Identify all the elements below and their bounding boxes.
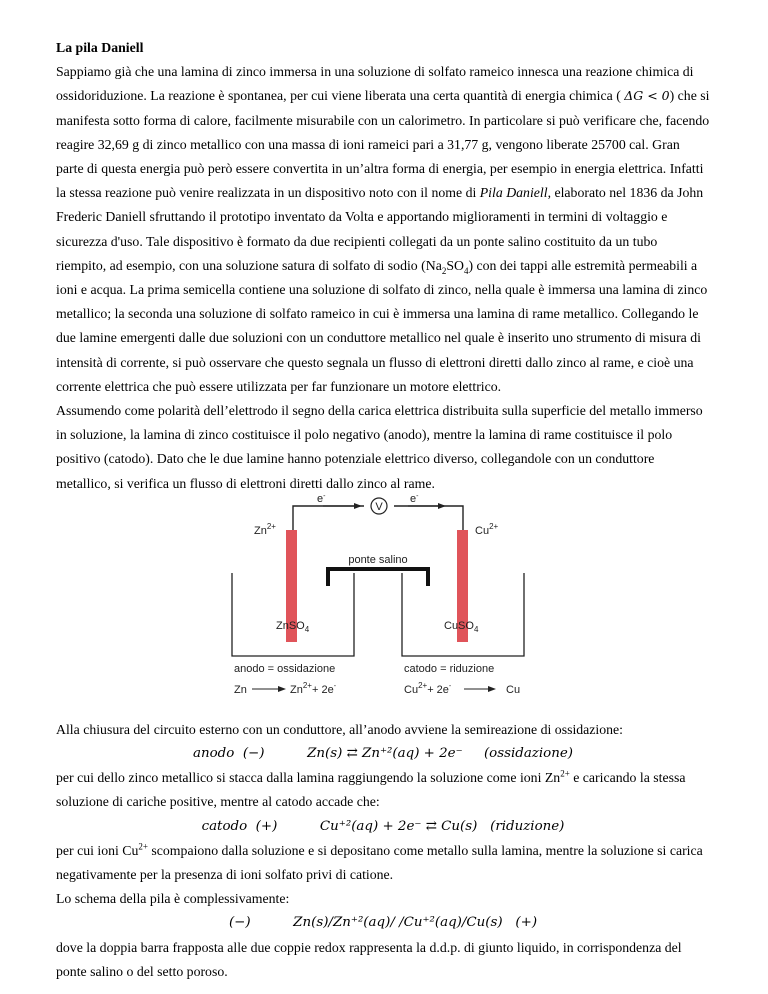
electron-label-right: e- [410, 492, 419, 505]
voltmeter-icon [371, 498, 387, 514]
paragraph-polarity: Assumendo come polarità dell’elettrodo il segno della carica elettrica distribuita sulla superficie del metallo immerso in soluzione, la lamina di zinco costituisce il polo negativo (anodo), mentre la lamina di rame costituisce il polo positivo (catodo). Dato che le due lamine hanno potenziale elettrico diverso, collegandole con un conduttore metallico, si verifica un flusso di elettroni diretti dallo zinco al rame. [56, 403, 703, 491]
equation-cell-scheme: (−) Zn(s)/Zn⁺²(aq)/ /Cu⁺²(aq)/Cu(s) (+) [228, 915, 538, 931]
cu-ion-label: $Cu^{2+}$ [475, 521, 499, 537]
anode-reaction-rhs: $Zn^{2+}+ 2e^-$ [290, 680, 337, 696]
salt-bridge [328, 569, 428, 586]
salt-bridge-label: ponte salino [348, 553, 408, 566]
daniell-cell-diagram [228, 492, 528, 710]
paragraph-cathode-explanation: per cui ioni $Cu^{2+}$ scompaiono dalla soluzione e si depositano come metallo sulla lamina, mentre la soluzione si carica negativamente per la presenza di ioni solfato privi di catione. [56, 841, 703, 883]
svg-text:V: V [375, 500, 383, 513]
paragraph-anode-explanation: per cui dello zinco metallico si stacca dalla lamina raggiungendo la soluzione come ioni $Zn^{2+}$ e caricando la stessa soluzione di cariche positive, mentre al catodo accade che: [56, 768, 686, 810]
paragraph-anode-intro: Alla chiusura del circuito esterno con un conduttore, all’anodo avviene la semireazione di ossidazione: [56, 721, 624, 737]
reaction-arrow-icon [252, 686, 286, 692]
electron-label-left: e- [317, 492, 326, 505]
paragraph-scheme-intro: Lo schema della pila è complessivamente: [56, 891, 290, 907]
pila-daniell-term: Pila Daniell [479, 185, 548, 201]
cathode-reaction-lhs: $Cu^{2+}+ 2e^-$ [404, 680, 452, 696]
electron-arrow-left [323, 503, 362, 509]
znso4-label: ZnSO$_4$ [276, 619, 310, 634]
equation-cathode: catodo (+) Cu⁺²(aq) + 2e⁻ ⇄ Cu(s) (riduzione) [201, 818, 565, 834]
anode-reaction-lhs: Zn [234, 683, 247, 696]
equation-anode: anodo (−) Zn(s) ⇄ Zn⁺²(aq) + 2e⁻ (ossidazione) [193, 746, 573, 762]
zn-ion-label: $Zn^{2+}$ [254, 521, 276, 537]
cuso4-label: CuSO$_4$ [444, 619, 479, 634]
cathode-caption: catodo = riduzione [404, 662, 495, 675]
cathode-reaction-rhs: Cu [506, 683, 521, 696]
paragraph-intro: Sappiamo già che una lamina di zinco immersa in una soluzione di solfato rameico innesca una reazione chimica di ossidoriduzione. La reazione è spontanea, per cui viene liberata una certa quantità di energia chimica ( ΔG < 0) che si manifesta sotto forma di calore, facilmente misurabile con un calorimetro. In particolare si può verificare che, facendo reagire 32,69 g di zinco metallico con una massa di ioni rameici pari a 31,77 g, vengono liberate 25700 cal. Gran parte di questa energia può però essere convertita in un’altra forma di energia, per esempio in energia elettrica. Infatti la stessa reazione può venire realizzata in un dispositivo noto con il nome di Pila Daniell, elaborato nel 1836 da John Frederic Daniell sfruttando il prototipo inventato da Volta e apportando miglioramenti in termini di voltaggio e sicurezza d'uso. Tale dispositivo è formato da due recipienti collegati da un ponte salino costituito da un tubo riempito, ad esempio, con una soluzione satura di solfato di sodio $(Na_2SO_4)$ con dei tappi alle estremità permeabili a ioni e acqua. La prima semicella contiene una soluzione di solfato di zinco, nella quale è immersa una lamina di zinco metallico; la seconda una soluzione di solfato rameico in cui è immersa una lamina di rame metallico. Collegando le due lamine emergenti dalle due soluzioni con un conduttore metallico nel quale è inserito uno strumento di misura di intensità di corrente, si può osservare che questo segnala un flusso di elettroni diretti dallo zinco al rame, e cioè una corrente elettrica che può essere utilizzata per far funzionare un motore elettrico. [56, 64, 710, 394]
delta-g-expression: ΔG < 0 [624, 88, 670, 104]
reaction-arrow-icon [464, 686, 496, 692]
document-title: La pila Daniell [56, 40, 144, 55]
anode-caption: anodo = ossidazione [234, 662, 336, 675]
paragraph-double-bar: dove la doppia barra frapposta alle due coppie redox rappresenta la d.d.p. di giunto liquido, in corrispondenza del ponte salino o del setto poroso. [56, 939, 682, 979]
